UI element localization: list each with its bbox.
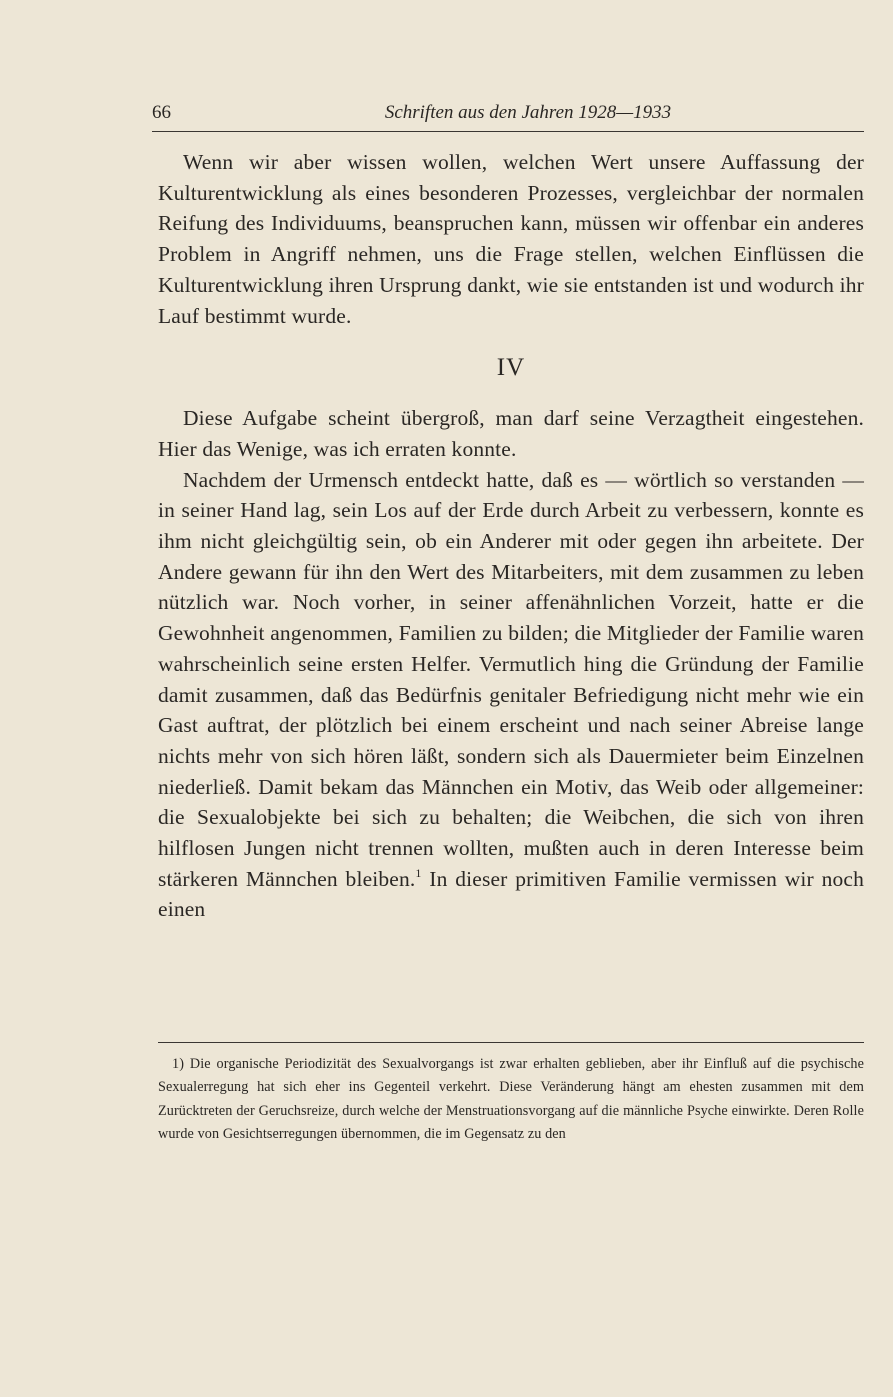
page-header	[152, 100, 864, 134]
footnote-text: 1) Die organische Periodizität des Sexualvorgangs ist zwar erhalten geblieben, aber ihr Einfluß auf die psychische Sexualerregung hat sich eher ins Gegenteil verkehrt. Diese Veränderung hängt am ehesten zusammen mit dem Zurücktreten der Geruchsreize, durch welche der Menstruationsvorgang auf die männliche Psyche einwirkte. Deren Rolle wurde von Gesichtserregungen übernommen, die im Gegensatz zu den	[158, 1056, 864, 1143]
paragraph-3-text: Nachdem der Urmensch entdeckt hatte, daß es — wörtlich so verstanden — in seiner Hand lag, sein Los auf der Erde durch Arbeit zu verbessern, konnte es ihm nicht gleichgültig sein, ob ein Anderer mit oder gegen ihn arbeitete. Der Andere gewann für ihn den Wert des Mitarbeiters, mit dem zusammen zu leben nützlich war. Noch vorher, in seiner affenähnlichen Vorzeit, hatte er die Gewohnheit angenommen, Familien zu bilden; die Mitglieder der Familie waren wahrscheinlich seine ersten Helfer. Vermutlich hing die Gründung der Familie damit zusammen, daß das Bedürfnis genitaler Befriedigung nicht mehr wie ein Gast auftrat, der plötzlich bei einem erscheint und nach seiner Abreise lange nichts mehr von sich hören läßt, sondern sich als Dauermieter beim Einzelnen niederließ. Damit bekam das Männchen ein Motiv, das Weib oder allgemeiner: die Sexualobjekte bei sich zu behalten; die Weibchen, die sich von ihren hilflosen Jungen nicht trennen wollten, mußten auch in deren Interesse beim stärkeren Männchen bleiben.	[158, 467, 864, 891]
running-title: Schriften aus den Jahren 1928—1933	[384, 102, 672, 123]
section-heading: IV	[496, 354, 526, 382]
header-rule	[152, 131, 864, 132]
paragraph-3-tail: In dieser primitiven Familie vermissen wir noch einen	[158, 866, 864, 922]
paragraph-3	[158, 465, 864, 926]
page-number: 66	[152, 102, 171, 123]
footnote	[158, 1053, 864, 1147]
body-text	[158, 147, 864, 925]
paragraph-2: Diese Aufgabe scheint übergroß, man darf seine Verzagtheit eingestehen. Hier das Wenige, was ich erraten konnte.	[158, 406, 864, 461]
paragraph-1: Wenn wir aber wissen wollen, welchen Wert unsere Auffassung der Kulturentwicklung als eines besonderen Prozesses, vergleichbar der normalen Reifung des Individuums, beanspruchen kann, müssen wir offenbar ein anderes Problem in Angriff nehmen, uns die Frage stellen, welchen Einflüssen die Kulturentwicklung ihren Ursprung dankt, wie sie entstanden ist und wodurch ihr Lauf bestimmt wurde.	[158, 150, 864, 328]
footnote-marker: 1	[415, 865, 422, 880]
footnote-rule	[158, 1042, 864, 1043]
